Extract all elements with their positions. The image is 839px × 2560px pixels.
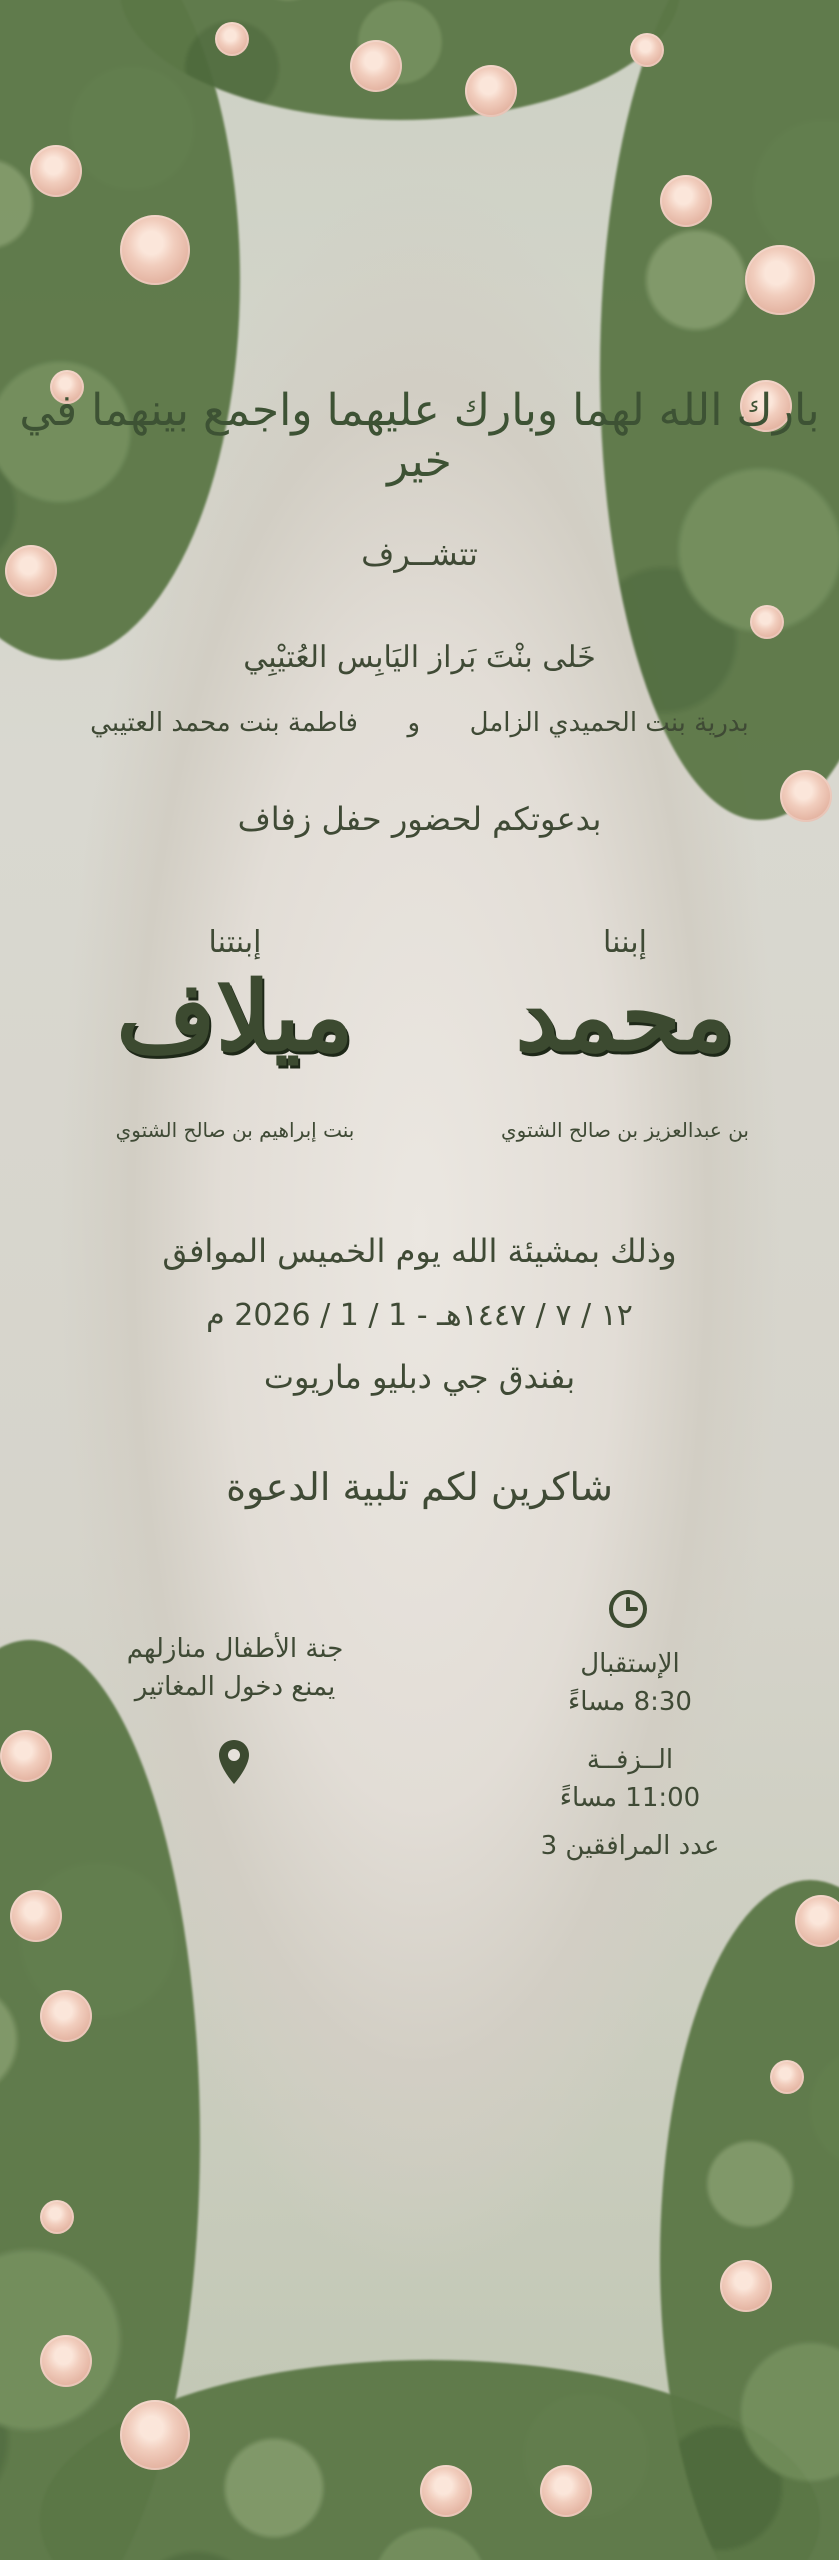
- host-grandmother: خَلى بنْتَ بَراز اليَابِس العُتيْبِي: [243, 640, 596, 675]
- notes: [80, 1630, 390, 1706]
- thanks-line: شاكرين لكم تلبية الدعوة: [226, 1465, 613, 1509]
- rose: [745, 245, 815, 315]
- rose: [120, 2400, 190, 2470]
- rose: [750, 605, 784, 639]
- rose: [10, 1890, 62, 1942]
- venue: بفندق جي دبليو ماريوت: [263, 1358, 576, 1396]
- zaffa-label: الــزفــة: [586, 1745, 674, 1775]
- rose: [215, 22, 249, 56]
- notes-children: جنة الأطفال منازلهم: [126, 1634, 344, 1664]
- rose: [630, 33, 664, 67]
- rose: [420, 2465, 472, 2517]
- schedule: [500, 1645, 760, 1865]
- honor-text: تتشــرف: [361, 535, 478, 573]
- bride-label: إبنتنا: [208, 925, 262, 960]
- bride-parent: بنت إبراهيم بن صالح الشتوي: [115, 1118, 355, 1142]
- bottom-right-foliage: [660, 1880, 839, 2560]
- date-line: وذلك بمشيئة الله يوم الخميس الموافق: [162, 1232, 677, 1270]
- rose: [720, 2260, 772, 2312]
- rose: [350, 40, 402, 92]
- mother-right: بدرية بنت الحميدي الزامل: [469, 708, 749, 738]
- rose: [770, 2060, 804, 2094]
- groom-name: محمد: [515, 960, 735, 1073]
- rose: [795, 1895, 839, 1947]
- rose: [40, 1990, 92, 2042]
- notes-no-entry: يمنع دخول المغاتير: [134, 1672, 336, 1702]
- location-pin-icon[interactable]: [216, 1738, 252, 1786]
- rose: [120, 215, 190, 285]
- rose: [660, 175, 712, 227]
- rose: [40, 2335, 92, 2387]
- rose: [40, 2200, 74, 2234]
- mother-left: فاطمة بنت محمد العتيبي: [90, 708, 358, 738]
- date-numbers: ١٢ / ٧ / ١٤٤٧هـ - 1 / 1 / 2026 م: [206, 1298, 633, 1333]
- reception-time: 8:30 مساءً: [568, 1687, 692, 1717]
- reception-label: الإستقبال: [580, 1649, 680, 1679]
- connector: و: [407, 708, 421, 738]
- hosts-mothers: [0, 708, 839, 738]
- groom-parent: بن عبدالعزيز بن صالح الشتوي: [500, 1118, 749, 1142]
- rose: [0, 1730, 52, 1782]
- blessing-calligraphy: بارك الله لهما وبارك عليهما واجمع بينهما في خير: [19, 385, 820, 487]
- companions-count: عدد المرافقين 3: [540, 1831, 720, 1861]
- clock-icon: [607, 1588, 649, 1630]
- bride-name: ميلاف: [116, 960, 354, 1073]
- zaffa-time: 11:00 مساءً: [559, 1783, 701, 1813]
- rose: [465, 65, 517, 117]
- invite-line: بدعوتكم لحضور حفل زفاف: [237, 800, 602, 838]
- groom-label: إبننا: [603, 925, 647, 960]
- rose: [540, 2465, 592, 2517]
- rose: [30, 145, 82, 197]
